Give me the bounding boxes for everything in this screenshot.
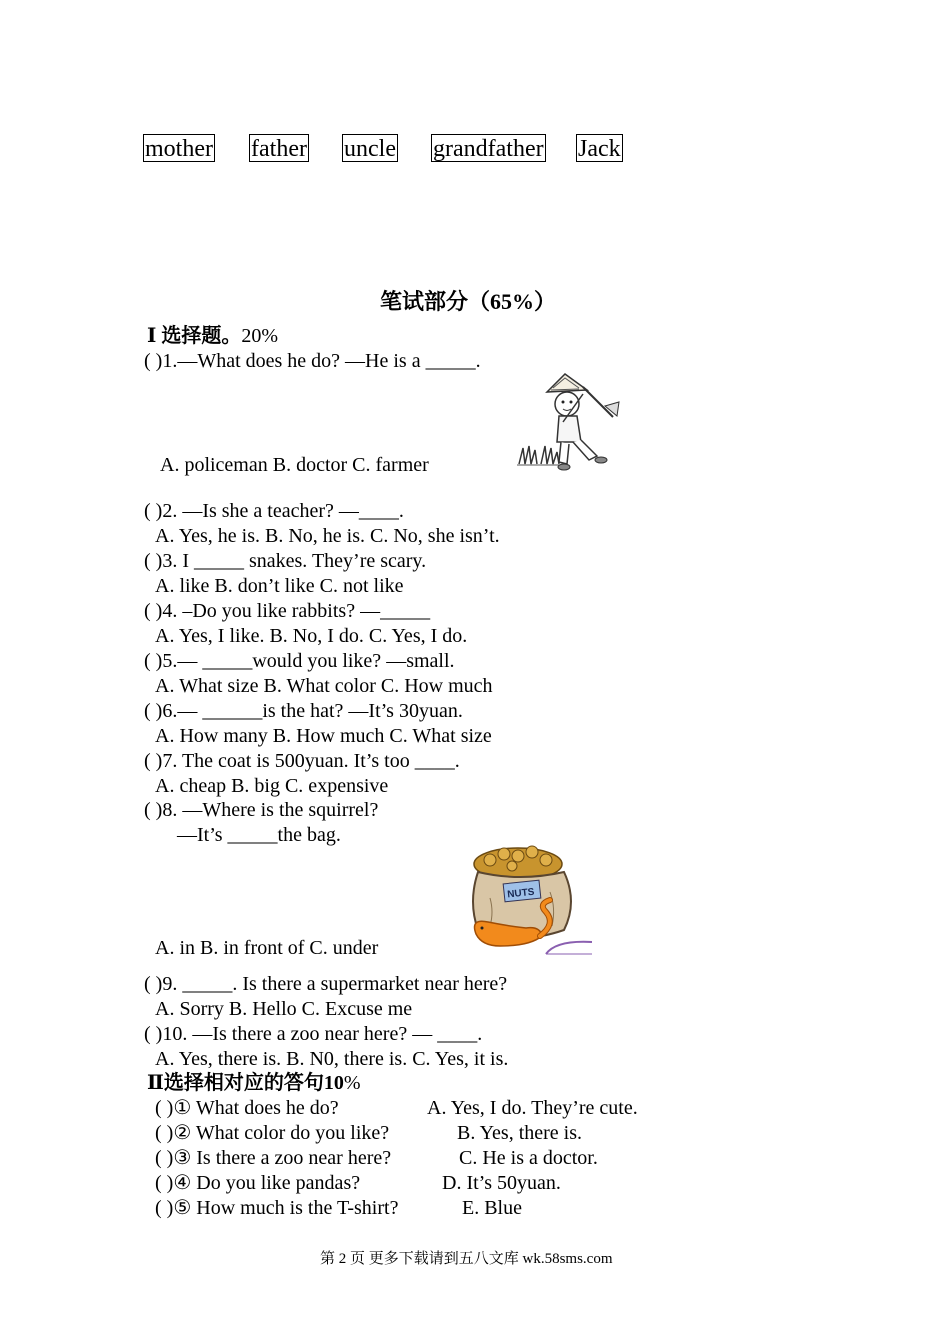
word-box-grandfather: grandfather (433, 136, 544, 162)
q9: ( )9. _____. Is there a supermarket near here? (144, 973, 508, 995)
q8-answer-line: —It’s _____the bag. (177, 824, 341, 846)
q6-options: A. How many B. How much C. What size (155, 725, 492, 747)
q10: ( )10. —Is there a zoo near here? — ____. (144, 1023, 483, 1045)
q2-options: A. Yes, he is. B. No, he is. C. No, she isn’t. (155, 525, 500, 547)
q7: ( )7. The coat is 500yuan. It’s too ____. (144, 750, 460, 772)
match-answer-e: E. Blue (462, 1197, 522, 1219)
part1-heading (147, 324, 278, 348)
q1: ( )1.—What does he do? —He is a _____. (144, 350, 481, 372)
q5-options: A. What size B. What color C. How much (155, 675, 493, 697)
q6: ( )6.— ______is the hat? —It’s 30yuan. (144, 700, 463, 722)
part2-heading-num: Ⅱ (147, 1072, 164, 1094)
part2-heading (147, 1071, 361, 1095)
farmer-illustration (515, 372, 625, 477)
word-box-uncle: uncle (344, 136, 396, 162)
q4-options: A. Yes, I like. B. No, I do. C. Yes, I do. (155, 625, 468, 647)
match-answer-a: A. Yes, I do. They’re cute. (427, 1097, 638, 1119)
page-footer: 第 2 页 更多下载请到五八文库 wk.58sms.com (320, 1251, 613, 1267)
part1-heading-pct: 20% (241, 325, 279, 347)
match-answer-c: C. He is a doctor. (459, 1147, 598, 1169)
word-box-jack: Jack (578, 136, 621, 162)
q1-options: A. policeman B. doctor C. farmer (160, 454, 429, 476)
match-question-3: ( )③ Is there a zoo near here? (155, 1147, 392, 1169)
q8: ( )8. —Where is the squirrel? (144, 799, 379, 821)
match-question-4: ( )④ Do you like pandas? (155, 1172, 361, 1194)
q9-options: A. Sorry B. Hello C. Excuse me (155, 998, 413, 1020)
part1-heading-num: Ⅰ (147, 325, 157, 347)
match-question-1: ( )① What does he do? (155, 1097, 339, 1119)
q5: ( )5.— _____would you like? —small. (144, 650, 455, 672)
match-question-2: ( )② What color do you like? (155, 1122, 390, 1144)
section-title: 笔试部分（65%） (380, 289, 557, 314)
part2-heading-pct-sign: % (343, 1072, 361, 1094)
part1-heading-text: 选择题。 (161, 325, 242, 347)
q8-options: A. in B. in front of C. under (155, 937, 379, 959)
q7-options: A. cheap B. big C. expensive (155, 775, 389, 797)
word-box-mother: mother (145, 136, 213, 162)
match-question-5: ( )⑤ How much is the T-shirt? (155, 1197, 399, 1219)
word-box-father: father (251, 136, 307, 162)
q3-options: A. like B. don’t like C. not like (155, 575, 404, 597)
part2-heading-pct-num: 10 (323, 1072, 344, 1094)
q2: ( )2. —Is she a teacher? —____. (144, 500, 404, 522)
match-answer-d: D. It’s 50yuan. (442, 1172, 561, 1194)
nuts-label: NUTS (506, 886, 536, 901)
q10-options: A. Yes, there is. B. N0, there is. C. Yes, it is. (155, 1048, 509, 1070)
part2-heading-text: 选择相对应的答句 (163, 1072, 324, 1094)
nuts-bag-illustration (460, 842, 592, 958)
q4: ( )4. –Do you like rabbits? —_____ (144, 600, 431, 622)
match-answer-b: B. Yes, there is. (457, 1122, 583, 1144)
q3: ( )3. I _____ snakes. They’re scary. (144, 550, 427, 572)
